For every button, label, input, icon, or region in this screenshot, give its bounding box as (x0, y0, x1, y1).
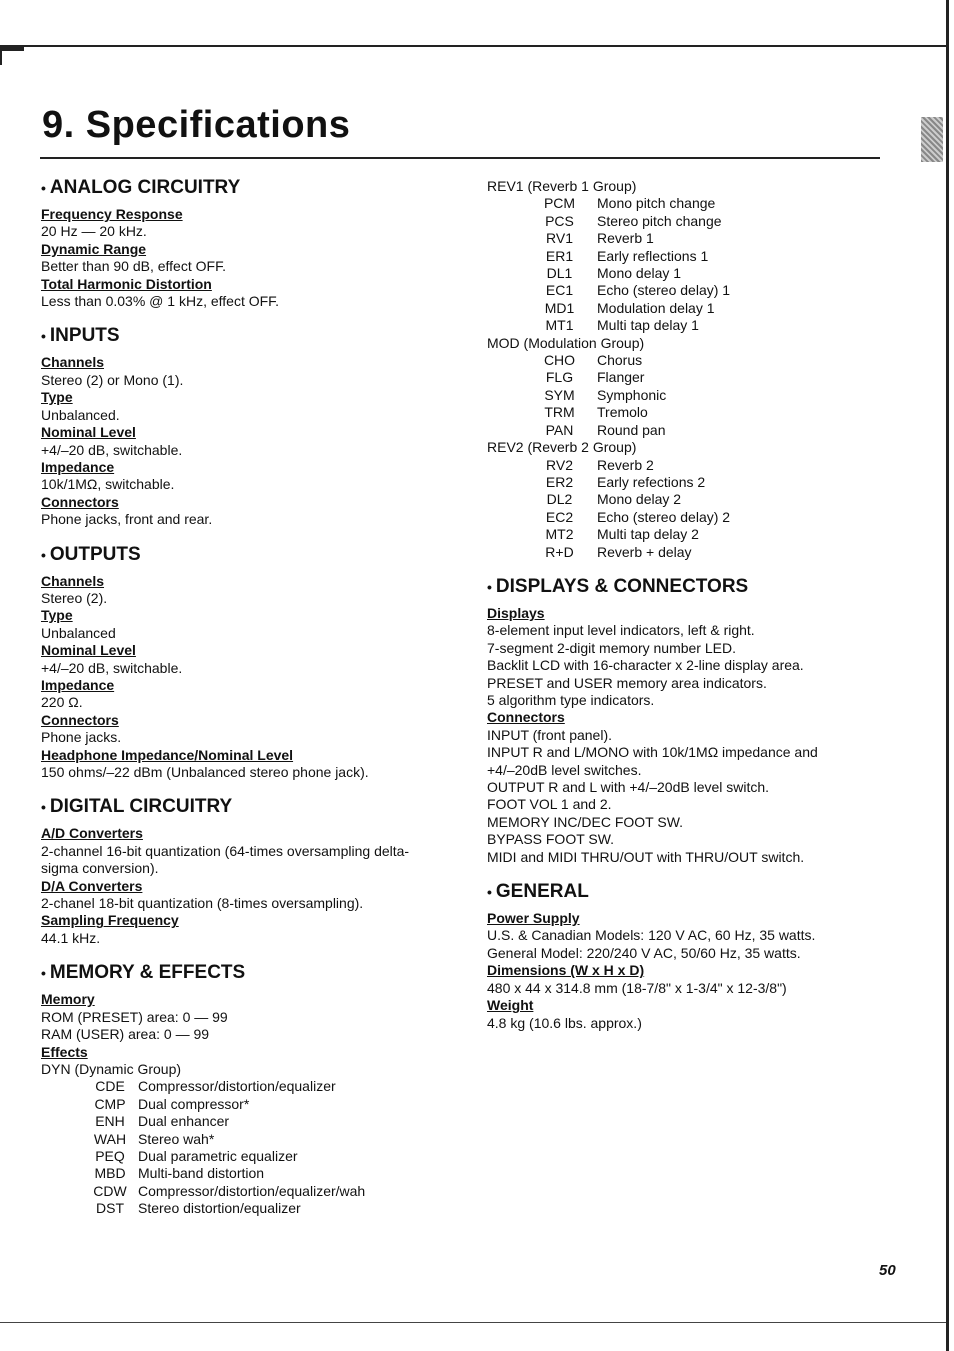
connector-line: MIDI and MIDI THRU/OUT with THRU/OUT switch. (487, 848, 805, 865)
section-memory-heading: • MEMORY & EFFECTS (41, 962, 246, 984)
value-output-channels: Stereo (2). (41, 589, 108, 606)
effect-row: EC1 Echo (stereo delay) 1 (545, 282, 731, 299)
effect-row: CDW Compressor/distortion/equalizer/wah (93, 1182, 366, 1199)
page-title: 9. Specifications (42, 104, 351, 146)
effect-row: MD1 Modulation delay 1 (544, 299, 715, 316)
effect-row: R+D Reverb + delay (545, 543, 692, 560)
display-line: 7-segment 2-digit memory number LED. (487, 639, 736, 656)
page-number: 50 (879, 1262, 896, 1279)
mod-group-title: MOD (Modulation Group) (487, 334, 645, 351)
dyn-group-title: DYN (Dynamic Group) (41, 1060, 182, 1077)
value-da-converters: 2-chanel 18-bit quantization (8-times oversampling). (41, 895, 364, 912)
value-rom: ROM (PRESET) area: 0 — 99 (41, 1008, 228, 1025)
effect-row: PEQ Dual parametric equalizer (95, 1147, 298, 1164)
right-column (487, 178, 907, 1032)
label-output-channels: Channels (41, 572, 105, 589)
label-ad-converters: A/D Converters (41, 825, 143, 842)
label-input-connectors: Connectors (41, 493, 119, 510)
effect-row: ER2 Early refections 2 (545, 473, 706, 490)
section-analog-heading: • ANALOG CIRCUITRY (41, 177, 241, 199)
page-frame-bottom (0, 1322, 946, 1323)
label-input-channels: Channels (41, 354, 105, 371)
page-frame-right (946, 0, 949, 1351)
value-input-impedance: 10k/1MΩ, switchable. (41, 476, 175, 493)
label-output-impedance: Impedance (41, 676, 115, 693)
label-memory: Memory (41, 991, 95, 1008)
effect-row: MT2 Multi tap delay 2 (545, 526, 699, 543)
display-line: 8-element input level indicators, left & right. (487, 622, 755, 639)
label-power-supply: Power Supply (487, 910, 580, 927)
rev2-group-title: REV2 (Reverb 2 Group) (487, 439, 637, 456)
value-output-impedance: 220 Ω. (41, 694, 83, 711)
effect-row: DL2 Mono delay 2 (546, 491, 682, 508)
effect-row: CHO Chorus (543, 352, 643, 369)
label-da-converters: D/A Converters (41, 877, 143, 894)
label-output-type: Type (41, 607, 73, 624)
value-output-type: Unbalanced (41, 624, 116, 641)
label-connectors: Connectors (487, 709, 565, 726)
effect-row: PAN Round pan (545, 421, 666, 438)
label-sampling-frequency: Sampling Frequency (41, 912, 179, 929)
connector-line: INPUT R and L/MONO with 10k/1MΩ impedance and +4/–20dB level switches. (487, 744, 818, 778)
effect-row: MBD Multi-band distortion (94, 1165, 265, 1182)
effect-row: MT1 Multi tap delay 1 (545, 317, 699, 334)
label-thd: Total Harmonic Distortion (41, 275, 212, 292)
page-frame-top (0, 45, 946, 47)
effect-row: WAH Stereo wah* (93, 1130, 215, 1147)
label-input-level: Nominal Level (41, 424, 136, 441)
value-ad-converters: 2-channel 16-bit quantization (64-times oversampling delta-sigma conversion). (41, 842, 410, 877)
effect-row: EC2 Echo (stereo delay) 2 (545, 508, 731, 525)
power-line: U.S. & Canadian Models: 120 V AC, 60 Hz, 35 watts. (487, 927, 816, 944)
value-dimensions: 480 x 44 x 314.8 mm (18-7/8" x 1-3/4" x 12-3/8") (487, 979, 787, 996)
title-rule (40, 157, 880, 159)
effect-row: SYM Symphonic (544, 386, 667, 403)
label-input-impedance: Impedance (41, 458, 115, 475)
value-headphone: 150 ohms/–22 dBm (Unbalanced stereo phone jack). (41, 764, 369, 781)
effect-row: DST Stereo distortion/equalizer (96, 1200, 301, 1217)
effect-row: PCS Stereo pitch change (545, 212, 722, 229)
value-dynamic-range: Better than 90 dB, effect OFF. (41, 258, 226, 275)
effect-row: PCM Mono pitch change (543, 195, 716, 212)
value-output-level: +4/–20 dB, switchable. (41, 659, 183, 676)
corner-mark (0, 47, 24, 65)
value-input-channels: Stereo (2) or Mono (1). (41, 371, 184, 388)
section-general-heading: • GENERAL (487, 881, 589, 903)
value-ram: RAM (USER) area: 0 — 99 (41, 1026, 210, 1043)
value-input-type: Unbalanced. (41, 406, 120, 423)
display-line: 5 algorithm type indicators. (487, 691, 655, 708)
effect-row: RV1 Reverb 1 (546, 230, 654, 247)
section-digital-heading: • DIGITAL CIRCUITRY (41, 796, 233, 818)
display-line: Backlit LCD with 16-character x 2-line display area. (487, 657, 804, 674)
value-input-level: +4/–20 dB, switchable. (41, 441, 183, 458)
label-dynamic-range: Dynamic Range (41, 240, 147, 257)
value-weight: 4.8 kg (10.6 lbs. approx.) (487, 1014, 642, 1031)
edge-tab (921, 117, 943, 162)
connector-line: FOOT VOL 1 and 2. (487, 796, 612, 813)
power-line: General Model: 220/240 V AC, 50/60 Hz, 35 watts. (487, 944, 801, 961)
effect-row: RV2 Reverb 2 (546, 456, 654, 473)
value-output-connectors: Phone jacks. (41, 729, 122, 746)
effect-row: DL1 Mono delay 1 (546, 265, 682, 282)
connector-line: MEMORY INC/DEC FOOT SW. (487, 813, 684, 830)
label-effects: Effects (41, 1043, 88, 1060)
section-inputs-heading: • INPUTS (41, 325, 120, 347)
effect-row: CDE Compressor/distortion/equalizer (95, 1078, 336, 1095)
section-outputs-heading: • OUTPUTS (41, 543, 141, 565)
value-input-connectors: Phone jacks, front and rear. (41, 511, 213, 528)
value-thd: Less than 0.03% @ 1 kHz, effect OFF. (41, 293, 280, 310)
effect-row: TRM Tremolo (544, 404, 648, 421)
rev1-group-title: REV1 (Reverb 1 Group) (487, 178, 637, 194)
label-frequency-response: Frequency Response (41, 206, 183, 223)
effect-row: ENH Dual enhancer (95, 1113, 230, 1130)
connector-line: INPUT (front panel). (487, 726, 613, 743)
section-displays-heading: • DISPLAYS & CONNECTORS (487, 575, 749, 597)
connector-line: BYPASS FOOT SW. (487, 831, 615, 848)
value-sampling-frequency: 44.1 kHz. (41, 929, 101, 946)
label-displays: Displays (487, 604, 545, 621)
label-output-connectors: Connectors (41, 711, 119, 728)
label-dimensions: Dimensions (W x H x D) (487, 962, 645, 979)
effect-row: ER1 Early reflections 1 (545, 247, 709, 264)
connector-line: OUTPUT R and L with +4/–20dB level switch. (487, 779, 770, 796)
effect-row: FLG Flanger (545, 369, 645, 386)
display-line: PRESET and USER memory area indicators. (487, 674, 767, 691)
label-weight: Weight (487, 997, 534, 1014)
label-output-level: Nominal Level (41, 642, 136, 659)
value-frequency-response: 20 Hz — 20 kHz. (41, 223, 147, 240)
label-input-type: Type (41, 389, 73, 406)
left-column (41, 176, 461, 1218)
effect-row: CMP Dual compressor* (94, 1095, 250, 1112)
label-headphone: Headphone Impedance/Nominal Level (41, 746, 294, 763)
